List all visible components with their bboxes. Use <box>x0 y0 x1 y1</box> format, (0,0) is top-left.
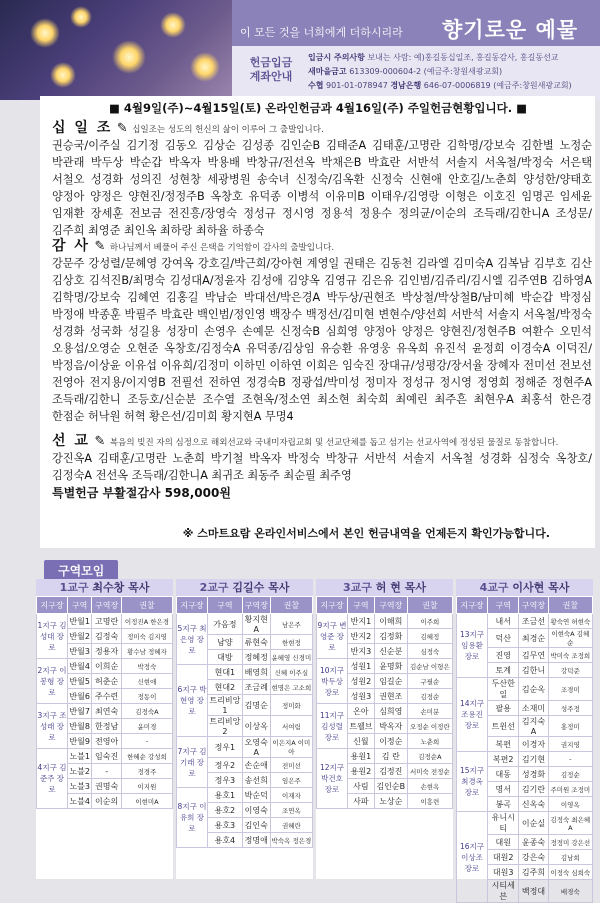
district-column <box>36 579 173 879</box>
district-leader: 2지구 이봉형 장로 <box>37 659 68 704</box>
table-cell: 정미화 <box>270 695 312 716</box>
table-cell: 팔용 <box>488 701 519 716</box>
table-cell: 봉곡 <box>488 797 519 812</box>
table-cell: 용호2 <box>208 803 243 818</box>
table-header: 권찰 <box>548 597 592 614</box>
table-cell: 이정진A 한은경 <box>121 614 172 629</box>
table-cell: 김정진 <box>374 764 407 779</box>
table-cell: 배경숙 <box>548 880 592 903</box>
table-cell: 김 란 <box>374 749 407 764</box>
table-cell: 김인숙 <box>242 818 270 833</box>
table-cell: 노상순 <box>374 794 407 809</box>
table-cell: 신순분 <box>374 644 407 659</box>
table-cell: 전미선 <box>270 758 312 773</box>
table-cell: 전영아 <box>92 734 122 749</box>
table-cell: 한현정 <box>270 635 312 650</box>
table-cell: 정미숙 김지영 <box>121 629 172 644</box>
table-cell: 최경순 <box>519 629 548 648</box>
table-cell: 정우1 <box>208 737 243 758</box>
table-row <box>457 678 593 701</box>
table-cell: 고명란 <box>92 614 122 629</box>
table-cell: 정우3 <box>208 773 243 788</box>
table-cell: 대동 <box>488 767 519 782</box>
table-cell: 박순덕 <box>242 788 270 803</box>
table-cell: 김정숙 최은혜A <box>548 812 592 835</box>
table-cell: 노블4 <box>68 794 92 809</box>
table-row <box>177 665 313 680</box>
table-cell: 이희순 <box>92 659 122 674</box>
table-cell: 이주희 <box>407 614 452 629</box>
table-row <box>177 737 313 758</box>
table-cell: 소재미 <box>519 701 548 716</box>
table-cell: 이지원 <box>121 779 172 794</box>
table-header: 지구장 <box>177 597 208 614</box>
district-column-header: 3교구 허 현 목사 <box>316 579 453 596</box>
table-cell: 조연옥 <box>270 803 312 818</box>
thanks-names: 강문주 강성렬/문혜영 강여옥 강호길/박근희/강아현 계영일 권태은 김동천 김라엘 김미숙A 김복남 김부호 김산 김상호 김석진B/최명숙 김성대A/정윤자 김성애 김양옥 김영규 김은유 김인범/김쥬리/김시엘 김주연B 김하영A 김학명/강보숙 김혜연 김홍길 박남순 박대선/박은경A 박두상/권현조 박상철/박상철B/남미혜 박순갑 박정심 박정애 박종훈 박필주 박효란 백인범/정인영 백장수 백정선/김미현 변현수/양선희 서반석 서솔지 서옥철/박정숙 성경화 성국화 성길용 성장미 손영우 손예문 신정숙B 심희영 양정아 양정은 양현진/정현주B 여환수 오민석 오용섭/오영순 오현준 옥창호/김정숙A 유덕종/김상임 유승환 유영웅 유옥희 유진석 윤정희 이경숙A 이덕진/박정음/이상윤 이유섭 이유희/김정미 이하민 이하연 이희은 임숙진 장대규/성평강/장서율 장혜자 전미선 전보선 전영아 전지용/이지영B 전필선 전하연 정경숙B 정광섭/박미성 정미자 정성규 정시영 정영희 정해준 정현주A 조득래/김한니 조등호/신순분 조수열 조현옥/정소연 최소현 최숙희 최예린 최주흔 최현우A 최홍석 한은경 한점순 허낙원 허혁 황은선/김미희 황지현A 무명4 <box>52 257 592 423</box>
district-leader: 16지구 이상조 장로 <box>457 812 488 903</box>
table-cell: 서미숙 전정순 <box>407 764 452 779</box>
district-column-header: 4교구 이사현 목사 <box>456 579 593 596</box>
table-cell: 노블3 <box>68 779 92 794</box>
table-header: 구역장 <box>374 597 407 614</box>
table-header: 구역장 <box>242 597 270 614</box>
table-cell: 노춘희 <box>407 734 452 749</box>
table-row <box>457 614 593 629</box>
table-cell: 성원2 <box>348 674 375 689</box>
table-cell: 구필순 <box>407 674 452 689</box>
table-cell: 반월1 <box>68 614 92 629</box>
table-cell: 반지3 <box>348 644 375 659</box>
table-cell: 반월9 <box>68 734 92 749</box>
tithe-names: 권승국/이주실 김기정 김동오 김상순 김성종 김인순B 김태준A 김태훈/고명란 김학명/강보숙 김한별 노정순 박관래 박두상 박순갑 박옥자 박용배 박창규/전선옥 박채은B 박효란 서반석 서솔지 서옥철/박정숙 서은택 서철오 성경화 성의진 성현창 세광병원 송숙녀 신정숙/김옥환 신정숙 신현애 안호길/노춘희 양성한/양태호 양정아 양정은 양현진/정정주B 옥창호 유덕종 이병석 이유미B 이태우/김영랑 이형은 이호진 임명곤 임세윤 임재환 장세훈 전보금 전진흥/장영숙 정성규 정시영 정용석 정용수 정의균/이순의 조득래/김한니A 조성문/김주희 최영준 최인옥 최하랑 최하율 하종숙 <box>52 139 592 237</box>
district-leader: 9지구 변영준 장로 <box>317 614 348 659</box>
table-cell: 김순옥 <box>519 678 548 701</box>
table-cell: 이흥련 <box>407 794 452 809</box>
table-row <box>457 752 593 767</box>
table-cell: 이은지A 이미아 <box>270 737 312 758</box>
table-cell: 반지1 <box>348 614 375 629</box>
table-cell: 윤종숙 <box>519 835 548 850</box>
table-cell: 이현숙A 김혜순 <box>548 629 592 648</box>
special-offering: 특별헌금 부활절감사 598,000원 <box>52 486 231 500</box>
table-cell: 오정순 이정란 <box>407 719 452 734</box>
table-cell: 이순의 <box>92 794 122 809</box>
table-cell: 현명은 고소희 <box>270 680 312 695</box>
table-header: 구역 <box>208 597 243 614</box>
period-heading: ■ 4월9일(주)~4월15일(토) 온라인헌금과 4월16일(주) 주일헌금현황입니다. ■ <box>109 101 527 115</box>
table-cell: 반월6 <box>68 689 92 704</box>
table-cell: 김남희 <box>548 850 592 865</box>
table-cell: 남양 <box>208 635 243 650</box>
table-row <box>37 614 173 629</box>
table-cell: 가음정 <box>208 614 243 635</box>
table-cell: 한혜순 강성희 <box>121 749 172 764</box>
table-cell: 반월5 <box>68 674 92 689</box>
district-column <box>456 579 593 901</box>
district-leader: 3지구 조성래 장로 <box>37 704 68 749</box>
table-cell: 이재자 <box>270 788 312 803</box>
district-title: 구역모임 <box>44 560 118 581</box>
table-cell: 용원2 <box>348 764 375 779</box>
table-cell: 정우2 <box>208 758 243 773</box>
district-table-area <box>36 579 596 901</box>
table-cell: 김정숙 <box>92 629 122 644</box>
table-cell: 남은주 <box>270 614 312 635</box>
table-row <box>37 659 173 674</box>
table-cell: 노블1 <box>68 749 92 764</box>
table-cell: 김기현 <box>519 752 548 767</box>
district-leader: 4지구 김준주 장로 <box>37 749 68 809</box>
table-cell: 오영숙A <box>242 737 270 758</box>
table-cell: 토계 <box>488 663 519 678</box>
account-info-box <box>232 46 600 100</box>
header-banner <box>0 0 600 100</box>
table-header: 구역 <box>68 597 92 614</box>
district-leader: 6지구 박현영 장로 <box>177 665 208 737</box>
table-cell: 트윈선 <box>488 716 519 737</box>
table-cell: 정정미 강은선 <box>548 835 592 850</box>
district-leader: 13지구 임용환 장로 <box>457 614 488 678</box>
table-cell: 온아 <box>348 704 375 719</box>
table-cell: 박옥자 <box>374 719 407 734</box>
table-cell: 황수남 정혜자 <box>121 644 172 659</box>
table-cell: 이순실 <box>519 812 548 835</box>
table-cell: 명서 <box>488 782 519 797</box>
candle-photo <box>0 0 232 100</box>
table-cell: 반월3 <box>68 644 92 659</box>
table-header: 구역장 <box>519 597 548 614</box>
table-cell: 임길순 <box>374 674 407 689</box>
table-row <box>457 812 593 835</box>
table-cell: 용호4 <box>208 833 243 848</box>
table-cell: 사림 <box>348 779 375 794</box>
header-slogan: 이 모든 것을 너희에게 더하시리라 <box>240 26 403 39</box>
table-cell: 심희영 <box>374 704 407 719</box>
table-cell: 황숙연 허현숙 <box>548 614 592 629</box>
table-cell: 복편 <box>488 737 519 752</box>
table-cell: 김혜정 <box>407 629 452 644</box>
table-cell: 한정남 <box>92 719 122 734</box>
table-cell: 박정숙 <box>121 659 172 674</box>
page-title: 향기로운 예물 <box>442 18 579 42</box>
table-header: 지구장 <box>37 597 68 614</box>
table-cell: 이경자 <box>519 737 548 752</box>
table-cell: 김기란 <box>519 782 548 797</box>
table-cell: 허춘순 <box>92 674 122 689</box>
table-cell: 이정숙 심희숙 <box>548 865 592 880</box>
table-cell: 이영옥 <box>548 797 592 812</box>
table-cell: 정용자 <box>92 644 122 659</box>
table-cell: 이영숙 <box>242 803 270 818</box>
table-cell: 복편2 <box>488 752 519 767</box>
table-cell: 신현애 <box>121 674 172 689</box>
table-cell: 주미원 조정미 <box>548 782 592 797</box>
mission-names: 강진옥A 김태훈/고명란 노춘희 박기철 박옥자 박정숙 박창규 서반석 서솔지 서옥철 성경화 심정숙 옥창호/김정숙A 전선옥 조득래/김한니A 최귀조 최동주 최순필 최주영 <box>52 452 592 482</box>
table-cell: 용호3 <box>208 818 243 833</box>
table-row <box>317 749 453 764</box>
table-cell: 김순남 이형은 <box>407 659 452 674</box>
table-cell: 이상옥 <box>242 716 270 737</box>
table-cell: 성원3 <box>348 689 375 704</box>
table-cell: 김무연 <box>519 648 548 663</box>
table-cell: 박숙옥 정은경 <box>270 833 312 848</box>
table-cell: 대원2 <box>488 850 519 865</box>
table-cell: 류현숙 <box>242 635 270 650</box>
table-cell: 시티세븐 <box>488 880 519 903</box>
table-header: 권찰 <box>270 597 312 614</box>
table-row <box>37 704 173 719</box>
table-cell: 이해희 <box>374 614 407 629</box>
table-cell: 윤명화 <box>374 659 407 674</box>
table-cell: 신월 <box>348 734 375 749</box>
table-cell: 반월2 <box>68 629 92 644</box>
table-row <box>37 749 173 764</box>
table-header: 지구장 <box>317 597 348 614</box>
table-cell: 정혜정 <box>242 650 270 665</box>
district-leader: 5지구 최은영 장로 <box>177 614 208 665</box>
table-cell: 사파 <box>348 794 375 809</box>
table-cell: 손순애 <box>242 758 270 773</box>
table-cell: 서여림 <box>270 716 312 737</box>
account-guide-label: 헌금입금 계좌안내 <box>249 56 293 83</box>
table-cell: 김정숙A <box>121 704 172 719</box>
district-column <box>316 579 453 879</box>
table-cell: 조경미 <box>548 678 592 701</box>
district-leader: 8지구 이유희 장로 <box>177 788 208 848</box>
table-cell: 진영 <box>488 648 519 663</box>
district-leader: 11지구 김성렬 장로 <box>317 704 348 749</box>
table-cell: 성경화 <box>519 767 548 782</box>
district-leader: 7지구 김기래 장로 <box>177 737 208 788</box>
table-cell: 성원1 <box>348 659 375 674</box>
table-cell: 유니시티 <box>488 812 519 835</box>
table-cell: 반월7 <box>68 704 92 719</box>
table-cell: 김정순A <box>407 749 452 764</box>
feather-icon: ✎ <box>94 434 106 449</box>
table-cell: - <box>121 734 172 749</box>
table-cell: 박미숙 조정희 <box>548 648 592 663</box>
mission-title: 선 교 <box>52 433 90 449</box>
table-cell: 반지2 <box>348 629 375 644</box>
table-cell: 권혜란 <box>270 818 312 833</box>
table-row <box>317 659 453 674</box>
table-cell: 현대2 <box>208 680 243 695</box>
district-leader: 12지구 박건호 장로 <box>317 749 348 809</box>
table-cell: 손현옥 <box>407 779 452 794</box>
table-cell: 대원3 <box>488 865 519 880</box>
table-cell: 트리비앙1 <box>209 696 241 715</box>
table-cell: 신혜 이주실 <box>270 665 312 680</box>
table-cell: 백정대 <box>519 880 548 903</box>
table-cell: 정명애 <box>242 833 270 848</box>
table-cell: 윤혜영 신경미 <box>270 650 312 665</box>
district-table <box>36 596 173 809</box>
table-cell: 대원 <box>488 835 519 850</box>
table-cell: 김명순 <box>242 695 270 716</box>
table-cell: 홍정미 <box>548 716 592 737</box>
feather-icon: ✎ <box>116 121 128 136</box>
table-cell: 용호1 <box>208 788 243 803</box>
table-cell: 김한니 <box>519 663 548 678</box>
table-header: 구역 <box>488 597 519 614</box>
table-cell: 김정순 <box>407 689 452 704</box>
table-cell: 정동이 <box>121 689 172 704</box>
table-cell: 이현미A <box>121 794 172 809</box>
table-cell: 반월8 <box>68 719 92 734</box>
table-cell: 권지영 <box>548 737 592 752</box>
account-info-lines: 입금시 주의사항 보내는 사람: 예)홍길동십일조, 홍길동감사, 홍길동선교 새마을금고 613309-000604-2 (예금주:창원새광교회) 수협 901-01-078947 경남은행 646-07-0006819 (예금주:창원새광교회) <box>308 53 572 90</box>
district-leader: 14지구 조용진 장로 <box>457 678 488 752</box>
footer-note: ※ 스마트요람 온라인서비스에서 본인 헌금내역을 언제든지 확인가능합니다. <box>182 527 550 540</box>
table-cell: 손미분 <box>407 704 452 719</box>
table-cell: 대방 <box>208 650 243 665</box>
table-row <box>177 614 313 635</box>
table-cell: 강은숙 <box>519 850 548 865</box>
mission-section: 선 교 ✎ 복음의 빚진 자의 심정으로 해외선교와 국내미자립교회 및 선교단체를 돕고 섬기는 선교사역에 정성된 물질로 동참합니다. 강진옥A 김태훈/고명란 노춘희 박기철 박옥자 박정숙 박창규 서반석 서솔지 서옥철 성경화 심정숙 옥창호/김정숙A 전선옥 조득래/김한니A 최귀조 최동주 최순필 최주영 특별헌금 부활절감사 598,000원 <box>52 433 592 500</box>
thanks-title: 감 사 <box>52 238 90 254</box>
table-cell: 윤미경 <box>121 719 172 734</box>
table-cell: 트리비앙2 <box>209 717 241 736</box>
district-column-header: 1교구 최수창 목사 <box>36 579 173 596</box>
table-cell: 송선희 <box>242 773 270 788</box>
table-cell: 덕산 <box>488 629 519 648</box>
table-cell: 김주희 <box>519 865 548 880</box>
table-header: 권찰 <box>407 597 452 614</box>
table-cell: 김지숙A <box>519 716 548 737</box>
district-column-header: 2교구 김길수 목사 <box>176 579 313 596</box>
table-cell: 최연숙 <box>92 704 122 719</box>
tithe-section: 십 일 조 ✎ 십일조는 성도의 헌신의 삶이 이루어 그 출발입니다. 권승국/이주실 김기정 김동오 김상순 김성종 김인순B 김태준A 김태훈/고명란 김학명/강보숙 김한별 노정순 박관래 박두상 박순갑 박옥자 박용배 박창규/전선옥 박채은B 박효란 서반석 서솔지 서옥철/박정숙 서은택 서철오 성경화 성의진 성현창 세광병원 송숙녀 신정숙/김옥환 신정숙 신현애 안호길/노춘희 양성한/양태호 양정아 양정은 양현진/정정주B 옥창호 유덕종 이병석 이유미B 이태우/김영랑 이형은 이호진 임명곤 임세윤 임재환 장세훈 전보금 전진흥/장영숙 정성규 정시영 정용석 정용수 정의균/이순의 조득래/김한니A 조성문/김주희 최영준 최인옥 최하랑 최하율 하종숙 <box>52 120 592 237</box>
table-cell: 주수련 <box>92 689 122 704</box>
table-header: 지구장 <box>457 597 488 614</box>
table-cell: 현대1 <box>208 665 243 680</box>
table-cell: 반월4 <box>68 659 92 674</box>
table-cell: - <box>548 752 592 767</box>
district-leader: 10지구 박두상 장로 <box>317 659 348 704</box>
table-cell: - <box>92 764 122 779</box>
table-row <box>317 704 453 719</box>
table-cell: 트웰브 <box>348 719 375 734</box>
table-cell: 성주정 <box>548 701 592 716</box>
thanks-section: 감 사 ✎ 하나님께서 베풀어 주신 은택을 기억함이 감사의 출발입니다. 강문주 강성렬/문혜영 강여옥 강호길/박근희/강아현 계영일 권태은 김동천 김라엘 김미숙A 김복남 김부호 김산 김상호 김석진B/최명숙 김성대A/정윤자 김성애 김양옥 김영규 김은유 김인범/김쥬리/김시엘 김주연B 김하영A 김학명/강보숙 김혜연 김홍길 박남순 박대선/박은경A 박두상/권현조 박상철/박상철B/남미혜 박순갑 박정심 박정애 박종훈 박필주 박효란 백인범/정인영 백장수 백정선/김미현 변현수/양선희 서반석 서솔지 서옥철/박정숙 성경화 성국화 성길용 성장미 손영우 손예문 신정숙B 심희영 양정아 양정은 양현진/정현주B 여환수 오민석 오용섭/오영순 오현준 옥창호/김정숙A 유덕종/김상임 유승환 유영웅 유옥희 유진석 윤정희 이경숙A 이덕진/박정음/이상윤 이유섭 이유희/김정미 이하민 이하연 이희은 임숙진 장대규/성평강/장서율 장혜자 전미선 전보선 전영아 전지용/이지영B 전필선 전하연 정경숙B 정광섭/박미성 정미자 정성규 정시영 정영희 정해준 정현주A 조득래/김한니 조등호/신순분 조수열 조현옥/정소연 최소현 최숙희 최예린 최주흔 최현우A 최홍석 한은경 한점순 허낙원 허혁 황은선/김미희 황지현A 무명4 <box>52 238 592 423</box>
table-row <box>177 788 313 803</box>
district-table <box>456 596 593 903</box>
table-cell: 두산한일 <box>488 678 519 701</box>
table-cell: 임은주 <box>270 773 312 788</box>
table-cell: 노블2 <box>68 764 92 779</box>
table-cell: 김정화 <box>374 629 407 644</box>
table-cell: 이정순 <box>374 734 407 749</box>
table-cell: 권현조 <box>374 689 407 704</box>
district-table <box>316 596 453 809</box>
table-cell: 조금례 <box>242 680 270 695</box>
table-cell: 황지현A <box>242 614 270 635</box>
table-cell: 용원1 <box>348 749 375 764</box>
table-header: 구역 <box>348 597 375 614</box>
table-cell: 권명숙 <box>92 779 122 794</box>
feather-icon: ✎ <box>94 239 106 254</box>
table-cell: 내서 <box>488 614 519 629</box>
district-table <box>176 596 313 848</box>
table-cell: 조금선 <box>519 614 548 629</box>
table-cell: 강덕준 <box>548 663 592 678</box>
tithe-title: 십 일 조 <box>52 120 113 136</box>
table-row <box>317 614 453 629</box>
district-leader: 15지구 최경옥 장로 <box>457 752 488 812</box>
table-cell: 김정순 <box>548 767 592 782</box>
table-header: 권찰 <box>121 597 172 614</box>
district-column <box>176 579 313 879</box>
table-cell: 정경주 <box>121 764 172 779</box>
table-cell: 신옥숙 <box>519 797 548 812</box>
table-cell: 김인순B <box>374 779 407 794</box>
table-cell: 배영희 <box>242 665 270 680</box>
district-leader: 1지구 김성대 장로 <box>37 614 68 659</box>
table-cell: 심정숙 <box>407 644 452 659</box>
table-header: 구역장 <box>92 597 122 614</box>
table-cell: 임숙진 <box>92 749 122 764</box>
